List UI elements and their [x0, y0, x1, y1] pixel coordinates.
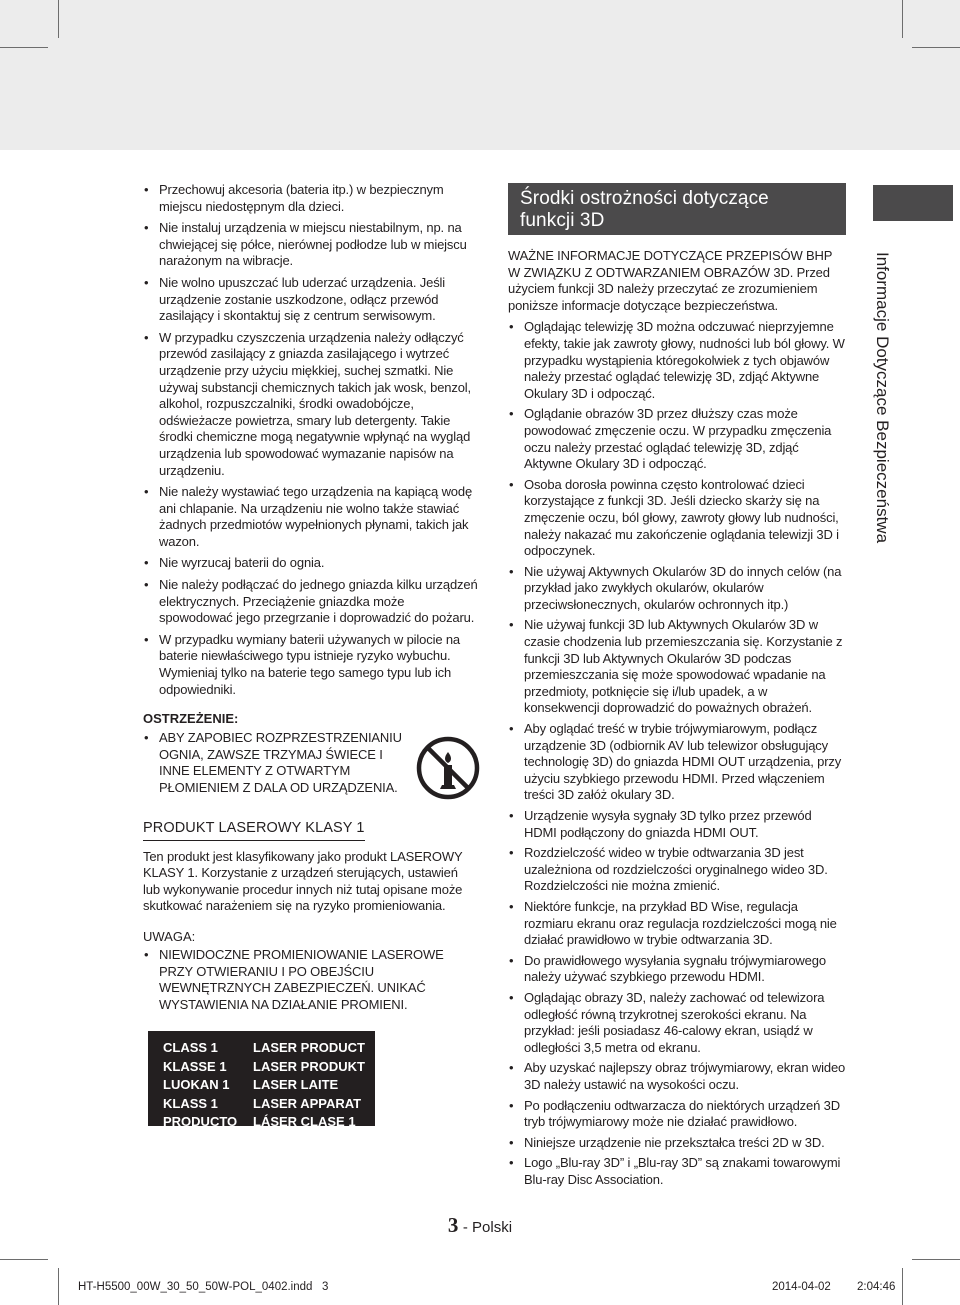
list-item: • W przypadku wymiany baterii używanych w pilocie na baterie niewłaściwego typu istnieje ryzyko wybuchu. Wymieniaj tylko na baterie tego samego typu lub ich odpowiedniki.	[143, 632, 478, 698]
side-tab	[873, 185, 953, 221]
page-number: 3 - Polski	[447, 1213, 513, 1237]
list-item: • Niniejsze urządzenie nie przekształca treści 2D w 3D.	[508, 1135, 846, 1152]
list-item: • Oglądając obrazy 3D, należy zachować od telewizora odległość równą trzykrotnej szerokości ekranu. Na przykład: jeśli posiadasz 46-calowy ekran, usiądź w odległości 3,5 metra od ekranu.	[508, 990, 846, 1056]
list-item: • Po podłączeniu odtwarzacza do niektórych urządzeń 3D tryb trójwymiarowy może nie działać prawidłowo.	[508, 1098, 846, 1131]
table-row: KLASS 1 LASER APPARAT	[163, 1095, 362, 1111]
laser-title: PRODUKT LASEROWY KLASY 1	[143, 820, 365, 841]
list-item: • Niektóre funkcje, na przykład BD Wise, regulacja rozmiaru ekranu oraz regulacja rozdzielczości mogą nie działać prawidłowo w trybie odtwarzania 3D.	[508, 899, 846, 949]
crop-mark	[912, 1259, 960, 1260]
crop-mark	[58, 0, 59, 38]
laser-class-box	[148, 1031, 375, 1130]
crop-mark	[58, 1268, 59, 1305]
crop-mark	[0, 47, 48, 48]
list-item: • Nie instaluj urządzenia w miejscu niestabilnym, np. na chwiejącej się półce, nierównej podłodze lub w miejscu narażonym na wibracje.	[143, 220, 478, 270]
list-item: • Oglądając telewizję 3D można odczuwać nieprzyjemne efekty, takie jak zawroty głowy, nudności lub ból głowy. W przypadku wystąpienia któregokolwiek z tych objawów należy przestać oglądać telewizję 3D, zdjąć Aktywne Okulary 3D i odpocząć.	[508, 319, 846, 402]
table-row: PRODUCTO LÁSER CLASE 1	[163, 1114, 356, 1130]
table-row: LUOKAN 1 LASER LAITE	[163, 1077, 339, 1093]
safety-bullet-list	[143, 182, 478, 698]
list-item: • Nie używaj Aktywnych Okularów 3D do innych celów (na przykład jako zwykłych okularów, okularów przeciwsłonecznych, okularów ochronnych itp.)	[508, 564, 846, 614]
list-item: • Nie wyrzucaj baterii do ognia.	[143, 555, 478, 572]
3d-bullet-list	[508, 319, 846, 1188]
list-item: • Aby uzyskać najlepszy obraz trójwymiarowy, ekran wideo 3D należy ustawić na wysokości oczu.	[508, 1060, 846, 1093]
right-column	[508, 183, 846, 1192]
list-item: • Przechowuj akcesoria (bateria itp.) w bezpiecznym miejscu niedostępnym dla dzieci.	[143, 182, 478, 215]
warning-block	[143, 730, 478, 796]
no-open-flame-icon	[415, 735, 481, 801]
caution-label: UWAGA:	[143, 928, 196, 944]
list-item: • Nie należy wystawiać tego urządzenia na kapiącą wodę ani chlapanie. Na urządzeniu nie wolno także stawiać żadnych przedmiotów wypełnionych płynami, takich jak wazon.	[143, 484, 478, 550]
list-item: • W przypadku czyszczenia urządzenia należy odłączyć przewód zasilający z gniazda zasilającego i wytrzeć urządzenie przy użyciu miękkiej, suchej szmatki. Nie używaj substancji chemicznych takich jak wosk, benzol, alkohol, rozpuszczalniki, środki owadobójcze, odświeżacze powietrza, smary lub detergenty. Takie środki chemiczne mogą negatywnie wpłynąć na wygląd urządzenia lub spowodować wymazanie napisów na urządzeniu.	[143, 330, 478, 479]
list-item: • Nie wolno upuszczać lub uderzać urządzenia. Jeśli urządzenie zostanie uszkodzone, odłącz przewód zasilający i skontaktuj się z centrum serwisowym.	[143, 275, 478, 325]
footer-file: HT-H5500_00W_30_50_50W-POL_0402.indd 3	[78, 1281, 329, 1293]
list-item: • Osoba dorosła powinna często kontrolować dzieci korzystające z funkcji 3D. Jeśli dziecko skarży się na zmęczenie oczu, ból głowy, zawroty głowy lub nudności, należy nakazać mu zakończenie oglądania telewizji 3D i odpoczynek.	[508, 477, 846, 560]
table-row: CLASS 1 LASER PRODUCT	[163, 1040, 365, 1056]
crop-mark	[902, 0, 903, 38]
crop-mark	[0, 1259, 48, 1260]
top-band	[0, 0, 960, 150]
warning-text: • ABY ZAPOBIEC ROZPRZESTRZENIANIU OGNIA, ZAWSZE TRZYMAJ ŚWIECE I INNE ELEMENTY Z OTWARTYM PŁOMIENIEM Z DALA OD URZĄDZENIA.	[143, 730, 405, 796]
list-item: • Oglądanie obrazów 3D przez dłuższy czas może powodować zmęczenie oczu. W przypadku zmęczenia oczu należy przestać oglądać telewizję 3D, zdjąć Aktywne Okulary 3D i odpocząć.	[508, 406, 846, 472]
footer-time: 2:04:46	[857, 1281, 896, 1293]
warning-label: OSTRZEŻENIE:	[143, 711, 239, 727]
crop-mark	[912, 47, 960, 48]
list-item: • Logo „Blu-ray 3D” i „Blu-ray 3D” są znakami towarowymi Blu-ray Disc Association.	[508, 1155, 846, 1188]
section-heading: Środki ostrożności dotyczące funkcji 3D	[508, 183, 846, 235]
table-row: KLASSE 1 LASER PRODUKT	[163, 1058, 365, 1074]
left-column	[143, 182, 478, 1130]
list-item: • Rozdzielczość wideo w trybie odtwarzania 3D jest uzależniona od rozdzielczości oryginalnego wideo 3D. Rozdzielczości nie można zmienić.	[508, 845, 846, 895]
intro-text: WAŻNE INFORMACJE DOTYCZĄCE PRZEPISÓW BHP W ZWIĄZKU Z ODTWARZANIEM OBRAZÓW 3D. Przed użyciem funkcji 3D należy przeczytać ze zrozumieniem poniższe informacje dotyczące bezpieczeństwa.	[508, 248, 833, 313]
list-item: • Nie należy podłączać do jednego gniazda kilku urządzeń elektrycznych. Przeciążenie gniazdka może spowodować jego przegrzanie i doprowadzić do pożaru.	[143, 577, 478, 627]
list-item: • Urządzenie wysyła sygnały 3D tylko przez przewód HDMI podłączony do gniazda HDMI OUT.	[508, 808, 846, 841]
laser-text: Ten produkt jest klasyfikowany jako produkt LASEROWY KLASY 1. Korzystanie z urządzeń sterujących, ustawień lub wykonywanie procedur innych niż tutaj opisane może skutkować narażeniem się na ryzyko promieniowania.	[143, 848, 463, 914]
caution-text: • NIEWIDOCZNE PROMIENIOWANIE LASEROWE PRZY OTWIERANIU I PO OBEJŚCIU WEWNĘTRZNYCH ZABEZPIECZEŃ. UNIKAĆ WYSTAWIENIA NA DZIAŁANIE PROMIENI.	[143, 947, 478, 1013]
list-item: • Aby oglądać treść w trybie trójwymiarowym, podłącz urządzenie 3D (odbiornik AV lub telewizor obsługujący technologię 3D) do gniazda HDMI OUT urządzenia, przy użyciu szybkiego przewodu HDMI. Przed włączeniem treści 3D załóż okulary 3D.	[508, 721, 846, 804]
crop-mark	[902, 1268, 903, 1305]
list-item: • Do prawidłowego wysyłania sygnału trójwymiarowego należy używać szybkiego przewodu HDMI.	[508, 953, 846, 986]
side-tab-label: Informacje Dotyczące Bezpieczeństwa	[873, 252, 892, 544]
list-item: • Nie używaj funkcji 3D lub Aktywnych Okularów 3D w czasie chodzenia lub przemieszczania się. Korzystanie z funkcji 3D lub Aktywnych Okularów 3D podczas przemieszczania się może spowodować wpadanie na przedmioty, potknięcie się i/lub upadek, a w konsekwencji doprowadzić do poważnych obrażeń.	[508, 617, 846, 717]
footer-date: 2014-04-02	[772, 1281, 831, 1293]
